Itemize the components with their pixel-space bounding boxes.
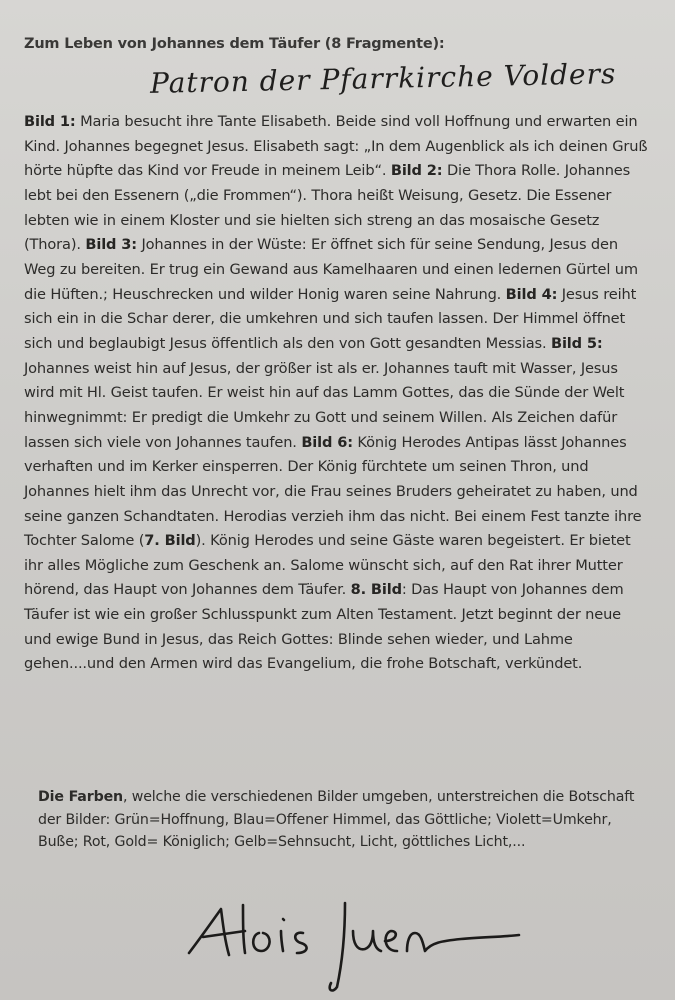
- bild4-text: Jesus reiht sich ein in die Schar derer, die umkehren und sich taufen lassen. Der Himmel öffnet sich und beglaubigt Jesus öffentlich als den von Gott gesandten Messias.: [24, 285, 637, 352]
- bild8-text: : Das Haupt von Johannes dem Täufer ist wie ein großer Schlusspunkt zum Alten Testament. Jetzt beginnt der neue und ewige Bund in Jesus, das Reich Gottes: Blinde sehen wieder, und Lahme gehen....und den Armen wird das Evangelium, die frohe Botschaft, verkündet.: [24, 581, 624, 673]
- fragments-paragraph: [24, 110, 652, 677]
- handwritten-signature: [185, 895, 525, 995]
- bild3-text: Johannes in der Wüste: Er öffnet sich für seine Sendung, Jesus den Weg zu bereiten. Er trug ein Gewand aus Kamelhaaren und einen ledernen Gürtel um die Hüften.; Heuschrecken und wilder Honig waren seine Nahrung.: [24, 236, 638, 303]
- document-heading: Zum Leben von Johannes dem Täufer (8 Fragmente):: [24, 36, 445, 52]
- bild6-text: König Herodes Antipas lässt Johannes verhaften und im Kerker einsperren. Der König fürchtete um seinen Thron, und Johannes hielt ihm das Unrecht vor, die Frau seines Bruders geheiratet zu haben, und seine ganzen Schandtaten. Herodias verzieh ihm das nicht. Bei einem Fest tanzte ihre Tochter Salome (: [24, 433, 642, 550]
- bild7-text: ). König Herodes und seine Gäste waren begeistert. Er bietet ihr alles Mögliche zum Geschenk an. Salome wünscht sich, auf den Rat ihrer Mutter hörend, das Haupt von Johannes dem Täufer.: [24, 532, 631, 599]
- bild3-label: Bild 3:: [85, 236, 137, 254]
- bild1-text: Maria besucht ihre Tante Elisabeth. Beide sind voll Hoffnung und erwarten ein Kind. Johannes begegnet Jesus. Elisabeth sagt: „In dem Augenblick als ich deinen Gruß hörte hüpfte das Kind vor Freude in meinem Leib“.: [24, 113, 648, 180]
- bild6-label: Bild 6:: [301, 433, 353, 451]
- bild7-label: 7. Bild: [144, 532, 196, 550]
- colors-paragraph: [38, 786, 654, 854]
- farben-text: , welche die verschiedenen Bilder umgeben, unterstreichen die Botschaft der Bilder: Grün=Hoffnung, Blau=Offener Himmel, das Göttliche; Violett=Umkehr, Buße; Rot, Gold= Königlich; Gelb=Sehnsucht, Licht, göttliches Licht,...: [38, 789, 635, 850]
- bild1-label: Bild 1:: [24, 113, 76, 130]
- bild2-label: Bild 2:: [390, 162, 443, 180]
- farben-label: Die Farben: [38, 789, 124, 805]
- bild8-label: 8. Bild: [350, 581, 402, 599]
- bild5-label: Bild 5:: [550, 334, 603, 352]
- bild2-text: Die Thora Rolle. Johannes lebt bei den Essenern („die Frommen“). Thora heißt Weisung, Gesetz. Die Essener lebten wie in einem Kloster und sie hielten sich streng an das mosaische Gesetz (Thora).: [24, 162, 631, 254]
- bild4-label: Bild 4:: [505, 285, 558, 303]
- handwritten-title: Patron der Pfarrkirche Volders: [149, 57, 617, 100]
- bild5-text: Johannes weist hin auf Jesus, der größer ist als er. Johannes tauft mit Wasser, Jesus wird mit Hl. Geist taufen. Er weist hin auf das Lamm Gottes, das die Sünde der Welt hinwegnimmt: Er predigt die Umkehr zu Gott und seinem Willen. Als Zeichen dafür lassen sich viele von Johannes taufen.: [24, 359, 625, 451]
